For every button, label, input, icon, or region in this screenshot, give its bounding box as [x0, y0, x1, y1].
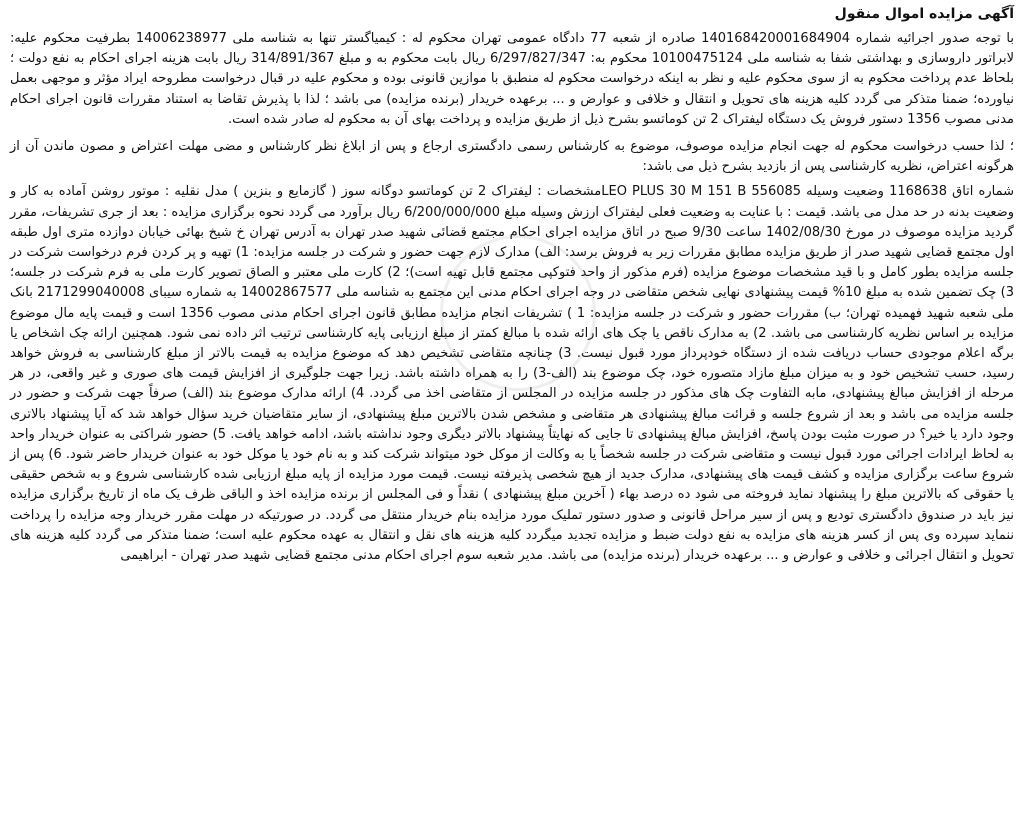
- paragraph-expert-referral: ؛ لذا حسب درخواست محکوم له جهت انجام مزایده موصوف، موضوع به کارشناس رسمی دادگستری ارجاع و پس از ابلاغ نظر کارشناس و مضی مهلت اعتراض و مصون ماندن آن از هرگونه اعتراض، نظریه کارشناسی پس از بازدید بشرح ذیل می باشد:: [10, 139, 1014, 175]
- notice-title: آگهی مزایده اموال منقول: [834, 6, 1014, 22]
- paragraph-auction-terms: شماره اتاق 1168638 وضعیت وسیله LEO PLUS 30 M 151 B 556085مشخصات : لیفتراک 2 تن کوماتسو دوگانه سوز ( گازمایع و بنزین ) مدل نقلیه : موتور روشن آماده به کار و وضعیت بدنه در حد مدل می باشد. قیمت : با عنایت به وضعیت فعلی لیفتراک ارزش وسیله مبلغ 6/200/000/000 ریال برآورد می گردد نحوه برگزاری مزایده : بعد از جری تشریفات، مقرر گردید مزایده موصوف در مورخ 1402/08/30 ساعت 9/30 صبح در اتاق مزایده اجرای احکام مجتمع قضائی شهید صدر تهران به آدرس تهران خ شیخ بهائی خیابان دوازده متری اول طبقه اول مجتمع قضایی شهید صدر از طریق مزایده مطابق مقررات زیر به فروش برسد: الف) مدارک لازم جهت حضور و شرکت در جلسه مزایده: 1) تهیه و پر کردن فرم درخواست شرکت در جلسه مزایده بطور کامل و با قید مشخصات موضوع مزایده (فرم مذکور از واحد فتوکپی مجتمع قابل تهیه است)؛ 2) کارت ملی معتبر و الصاق تصویر کارت ملی به فرم شرکت در جلسه؛ 3) چک تضمین شده به مبلغ 10% قیمت پیشنهادی نهایی شخص متقاضی در وجه اجرای احکام مدنی این مجتمع به شناسه ملی 14002867577 به شماره سیبای 2171299040008 بانک ملی شعبه شهید فهمیده تهران؛ ب) مقررات حضور و شرکت در جلسه مزایده: 1 ) تشریفات انجام مزایده مطابق قانون اجرای احکام مدنی مصوب 1356 است و قیمت پایه مال موضوع مزایده بر اساس نظریه کارشناسی می باشد. 2) به مدارک ناقص یا چک های ارائه شده با مبالغ کمتر از مبلغ ارزیابی پایه کارشناسی ترتیب اثر داده نمی شود. همچنین ارائه چک اشخاص یا برگه اعلام موجودی حساب دریافت شده از دستگاه خودپرداز مورد قبول نیست. 3) چنانچه متقاضی تشخیص دهد که موضوع مزایده به قیمت بالاتر از مبلغ کارشناسی به فروش خواهد رسید، حسب تشخیص خود و به میزان مبلغ مازاد متصوره خود، چک موضوع بند (الف-3) را به همراه داشته باشد. زیرا جهت جلوگیری از افزایش قیمت های صوری و غیر واقعی، در هر مرحله از افزایش مبالغ پیشنهادی، مابه التفاوت چک های مذکور در جلسه مزایده در المجلس از متقاضی اخذ می گردد. 4) ارائه مدارک موضوع بند (الف) صرفاً جهت شرکت و حضور در جلسه مزایده می باشد و بعد از شروع جلسه و قرائت مبالغ پیشنهادی هر متقاضی و مشخص شدن بالاترین مبلغ پیشنهادی، از سایر متقاضیان خرید سؤال خواهد شد که آیا پیشنهاد بالاتری وجود دارد یا خیر؟ در صورت مثبت بودن پاسخ، افزایش مبالغ پیشنهادی تا جایی که نهایتاً پیشنهاد بالاتر دیگری وجود نداشته باشد، ادامه خواهد یافت. 5) حضور شراکتی به عنوان خریدار واحد به لحاظ ایرادات اجرائی مورد قبول نیست و متقاضی شرکت در جلسه شخصاً یا به وکالت از موکل خود میتواند شرکت کند و به نام خود یا موکل خود به عنوان خریدار حاضر شود. 6) پس از شروع ساعت برگزاری مزایده و کشف قیمت های پیشنهادی، مدارک جدید از هیچ شخصی پذیرفته نیست. قیمت مورد مزایده از پایه مبلغ ارزیابی شده کارشناسی شروع و به شخص حقیقی یا حقوقی که بالاترین مبلغ را پیشنهاد نماید فروخته می شود ده درصد بهاء ( آخرین مبلغ پیشنهادی ) نقداً و فی المجلس از برنده مزایده اخذ و الباقی ظرف یک ماه از تاریخ برگزاری مزایده نیز باید در صندوق دادگستری تودیع و پس از سیر مراحل قانونی و صدور دستور تملیک مورد مزایده بنام خریدار منتقل می گردد. در صورتیکه در مهلت مقرر خریدار وجه مزایده را پرداخت ننماید سپرده وی پس از کسر هزینه های مزایده به نفع دولت ضبط و مزایده تجدید میگردد کلیه هزینه های نقل و انتقال به عهده محکوم علیه است؛ ضمنا متذکر می گردد کلیه هزینه های تحویل و انتقال اجرائی و خلافی و عوارض و ... برعهده خریدار (برنده مزایده) می باشد. مدیر شعبه سوم اجرای احکام مدنی مجتمع قضایی شهید صدر تهران - ابراهیمی: [10, 184, 1015, 564]
- paragraph-enforcement-order: با توجه صدور اجرائیه شماره 140168420001684904 صادره از شعبه 77 دادگاه عمومی تهران محکوم له : کیمیاگستر تنها به شناسه ملی 14006238977 بطرفیت محکوم علیه: لابراتور داروسازی و بهداشتی شفا به شناسه ملی 10100475124 محکوم به: 6/297/827/347 ریال بابت محکوم به و مبلغ 314/891/367 ریال بابت هزینه اجرای احکام به نفع دولت ؛ بلحاظ عدم پرداخت محکوم به از سوی محکوم علیه و نظر به اینکه درخواست محکوم له منطبق با موازین قانونی بوده و محکوم علیه در قبال درخواست مطروحه ایراد مؤثر و موجهی بعمل نیاورده؛ ضمنا متذکر می گردد کلیه هزینه های تحویل و انتقال و خلافی و عوارض و ... برعهده خریدار (برنده مزایده) می باشد ؛ لذا با پذیرش تقاضا به استناد مقررات قانون اجرای احکام مدنی مصوب 1356 دستور فروش یک دستگاه لیفتراک 2 تن کوماتسو بشرح ذیل از طریق مزایده و پرداخت بهای آن به محکوم له صادر شده است.: [10, 31, 1014, 127]
